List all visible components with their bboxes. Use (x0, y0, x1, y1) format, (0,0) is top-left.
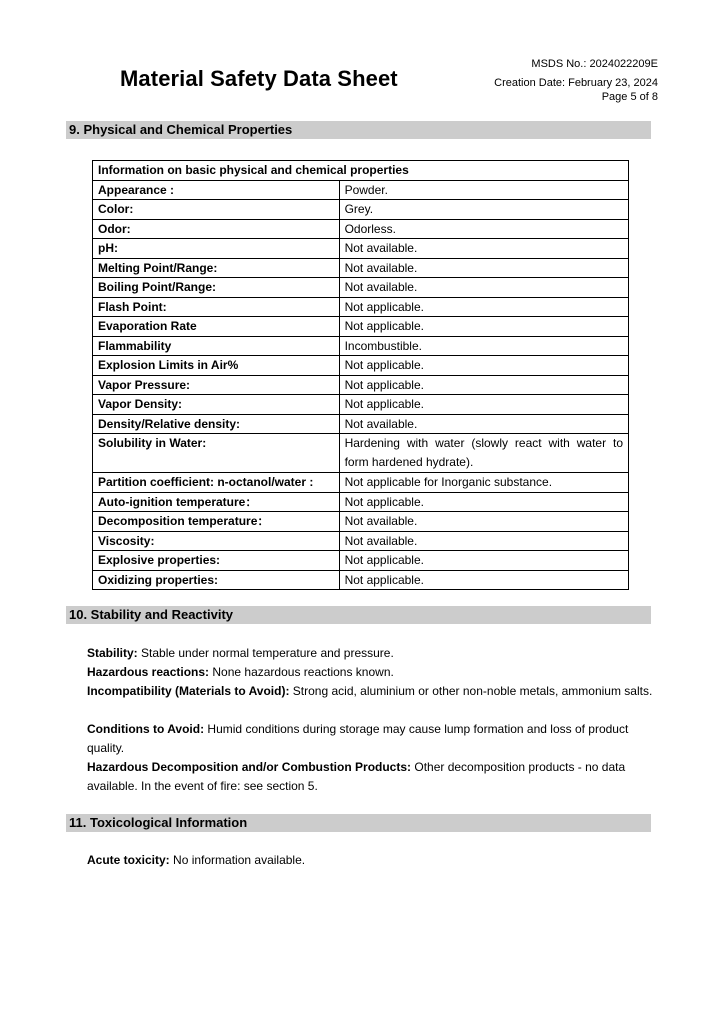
hazardous-reactions-paragraph (87, 663, 653, 682)
acute-toxicity-paragraph (87, 851, 653, 870)
property-name: Flammability (93, 336, 340, 356)
stability-text: Stable under normal temperature and pressure. (137, 646, 394, 660)
incompatibility-paragraph (87, 682, 653, 701)
table-header-row (93, 161, 629, 181)
table-row (93, 551, 629, 571)
table-row (93, 570, 629, 590)
table-row (93, 180, 629, 200)
property-value: Not applicable. (339, 395, 628, 415)
property-value: Not available. (339, 258, 628, 278)
property-value: Not available. (339, 512, 628, 532)
table-row (93, 356, 629, 376)
property-value: Not applicable. (339, 492, 628, 512)
property-name: Density/Relative density: (93, 414, 340, 434)
property-name: Solubility in Water: (93, 434, 340, 473)
table-row (93, 375, 629, 395)
property-value: Not applicable. (339, 297, 628, 317)
stability-label: Stability: (87, 646, 138, 660)
table-row (93, 219, 629, 239)
incompatibility-text: Strong acid, aluminium or other non-noble metals, ammonium salts. (289, 684, 653, 698)
incompatibility-label: Incompatibility (Materials to Avoid): (87, 684, 290, 698)
property-name: Oxidizing properties: (93, 570, 340, 590)
conditions-paragraph (87, 720, 653, 758)
section-9-heading: 9. Physical and Chemical Properties (66, 121, 651, 139)
properties-table (92, 160, 629, 590)
conditions-text: Humid conditions during storage may cause lump formation and loss of product quality. (87, 722, 629, 755)
hazardous-reactions-text: None hazardous reactions known. (209, 665, 394, 679)
property-value: Powder. (339, 180, 628, 200)
page-number: Page 5 of 8 (601, 91, 658, 103)
decomposition-text: Other decomposition products - no data available. In the event of fire: see section 5. (87, 760, 626, 793)
table-row (93, 531, 629, 551)
property-name: Viscosity: (93, 531, 340, 551)
property-value: Incombustible. (339, 336, 628, 356)
table-row (93, 336, 629, 356)
property-name: Flash Point: (93, 297, 340, 317)
msds-number: MSDS No.: 2024022209E (531, 58, 658, 70)
property-value: Odorless. (339, 219, 628, 239)
property-value: Not applicable for Inorganic substance. (339, 473, 628, 493)
property-name: Boiling Point/Range: (93, 278, 340, 298)
document-title: Material Safety Data Sheet (120, 66, 398, 91)
table-row (93, 297, 629, 317)
property-value: Not available. (339, 531, 628, 551)
property-value: Not applicable. (339, 317, 628, 337)
property-name: Vapor Density: (93, 395, 340, 415)
property-name: Odor: (93, 219, 340, 239)
creation-date: Creation Date: February 23, 2024 (494, 77, 658, 89)
table-row (93, 239, 629, 259)
property-value: Not applicable. (339, 356, 628, 376)
hazardous-reactions-label: Hazardous reactions: (87, 665, 210, 679)
table-row (93, 512, 629, 532)
table-row (93, 492, 629, 512)
property-value: Not applicable. (339, 375, 628, 395)
property-name: Decomposition temperature： (93, 512, 340, 532)
table-row (93, 317, 629, 337)
property-name: pH: (93, 239, 340, 259)
table-row (93, 395, 629, 415)
conditions-label: Conditions to Avoid: (87, 722, 205, 736)
property-name: Auto-ignition temperature： (93, 492, 340, 512)
property-name: Explosive properties: (93, 551, 340, 571)
table-row (93, 414, 629, 434)
property-name: Melting Point/Range: (93, 258, 340, 278)
acute-toxicity-text: No information available. (169, 853, 306, 867)
decomposition-label: Hazardous Decomposition and/or Combustion Products: (87, 760, 412, 774)
property-value: Not available. (339, 278, 628, 298)
property-name: Color: (93, 200, 340, 220)
property-name: Evaporation Rate (93, 317, 340, 337)
table-header: Information on basic physical and chemical properties (93, 161, 629, 181)
table-row (93, 258, 629, 278)
property-value: Hardening with water (slowly react with water to form hardened hydrate). (339, 434, 628, 473)
property-value: Not applicable. (339, 551, 628, 571)
section-10-heading: 10. Stability and Reactivity (66, 606, 651, 624)
stability-paragraph (87, 644, 653, 663)
property-name: Explosion Limits in Air% (93, 356, 340, 376)
table-row (93, 278, 629, 298)
acute-toxicity-label: Acute toxicity: (87, 853, 170, 867)
table-row (93, 200, 629, 220)
property-value: Not available. (339, 239, 628, 259)
property-value: Not applicable. (339, 570, 628, 590)
section-11-heading: 11. Toxicological Information (66, 814, 651, 832)
table-row (93, 434, 629, 473)
decomposition-paragraph (87, 758, 653, 796)
property-name: Partition coefficient: n-octanol/water : (93, 473, 340, 493)
property-name: Appearance : (93, 180, 340, 200)
property-name: Vapor Pressure: (93, 375, 340, 395)
table-row (93, 473, 629, 493)
property-value: Not available. (339, 414, 628, 434)
property-value: Grey. (339, 200, 628, 220)
